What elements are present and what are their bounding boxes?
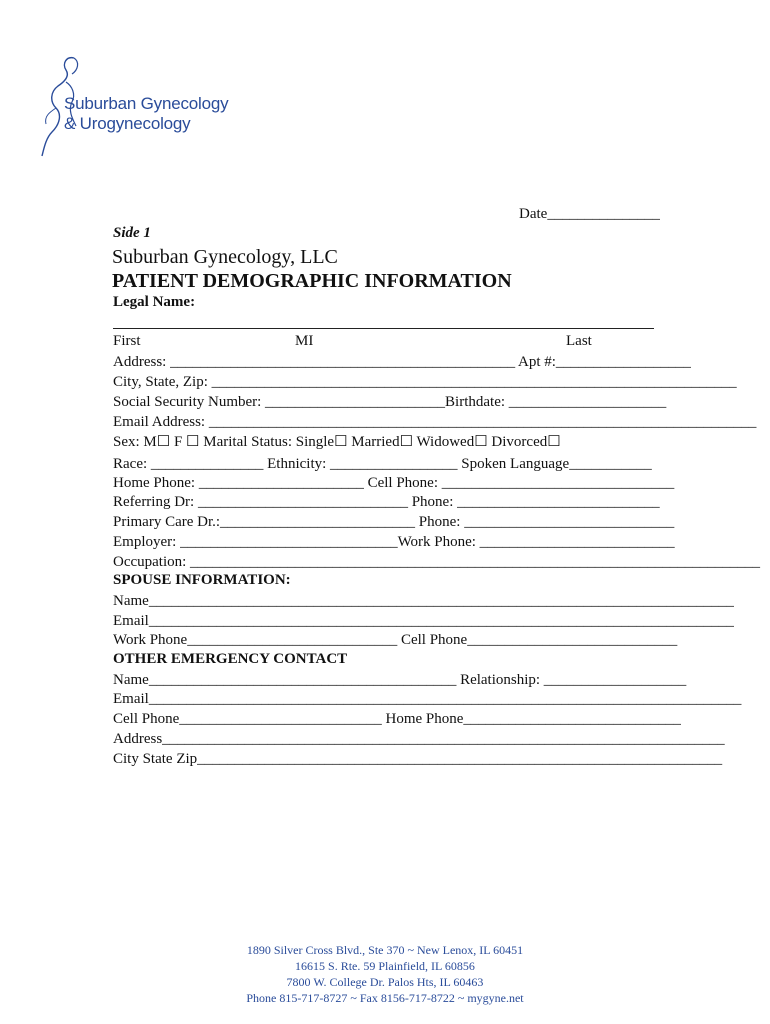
emergency-email-row[interactable]: Email_______________________________________________________________________________ <box>113 691 742 707</box>
spouse-name-row[interactable]: Name______________________________________________________________________________ <box>113 593 734 609</box>
race-ethnicity-row[interactable]: Race: _______________ Ethnicity: _________________ Spoken Language___________ <box>113 456 652 472</box>
primary-care-row[interactable]: Primary Care Dr.:__________________________ Phone: ____________________________ <box>113 514 675 530</box>
company-name: Suburban Gynecology, LLC <box>112 246 338 268</box>
spouse-phone-row[interactable]: Work Phone____________________________ Cell Phone____________________________ <box>113 632 678 648</box>
first-name-label: First <box>113 333 141 349</box>
city-state-zip-row[interactable]: City, State, Zip: ______________________________________________________________________ <box>113 374 737 390</box>
footer-addresses <box>0 942 770 1006</box>
spouse-email-row[interactable]: Email______________________________________________________________________________ <box>113 613 734 629</box>
spouse-heading: SPOUSE INFORMATION: <box>113 572 291 588</box>
phone-row[interactable]: Home Phone: ______________________ Cell Phone: _______________________________ <box>113 475 675 491</box>
middle-initial-label: MI <box>295 333 314 349</box>
logo-line-1: Suburban Gynecology <box>64 94 229 113</box>
emergency-address-row[interactable]: Address___________________________________________________________________________ <box>113 731 725 747</box>
legal-name-label: Legal Name: <box>113 294 196 310</box>
practice-logo <box>36 52 246 162</box>
last-name-label: Last <box>566 333 592 349</box>
logo-line-2: & Urogynecology <box>64 114 191 133</box>
date-field[interactable]: Date_______________ <box>519 206 660 222</box>
emergency-city-row[interactable]: City State Zip______________________________________________________________________ <box>113 751 723 767</box>
referring-dr-row[interactable]: Referring Dr: ____________________________ Phone: ___________________________ <box>113 494 660 510</box>
employer-row[interactable]: Employer: _____________________________Work Phone: __________________________ <box>113 534 675 550</box>
ssn-birthdate-row[interactable]: Social Security Number: ________________________Birthdate: _____________________ <box>113 394 667 410</box>
emergency-phone-row[interactable]: Cell Phone___________________________ Home Phone_____________________________ <box>113 711 681 727</box>
emergency-name-row[interactable]: Name_________________________________________ Relationship: ___________________ <box>113 672 687 688</box>
occupation-row[interactable]: Occupation: ____________________________________________________________________________ <box>113 554 761 570</box>
side-label: Side 1 <box>113 225 151 241</box>
sex-marital-row[interactable]: Sex: M☐ F ☐ Marital Status: Single☐ Married☐ Widowed☐ Divorced☐ <box>113 434 561 450</box>
emergency-heading: OTHER EMERGENCY CONTACT <box>113 651 348 667</box>
footer-line-2: 16615 S. Rte. 59 Plainfield, IL 60856 <box>295 959 475 973</box>
email-row[interactable]: Email Address: _________________________________________________________________________ <box>113 414 757 430</box>
footer-line-4: Phone 815-717-8727 ~ Fax 8156-717-8722 ~ mygyne.net <box>246 991 524 1005</box>
form-title: PATIENT DEMOGRAPHIC INFORMATION <box>112 270 512 292</box>
footer-line-3: 7800 W. College Dr. Palos Hts, IL 60463 <box>286 975 484 989</box>
address-row[interactable]: Address: ______________________________________________ Apt #:__________________ <box>113 354 691 370</box>
footer-line-1: 1890 Silver Cross Blvd., Ste 370 ~ New Lenox, IL 60451 <box>246 943 524 957</box>
legal-name-field[interactable] <box>113 327 654 329</box>
